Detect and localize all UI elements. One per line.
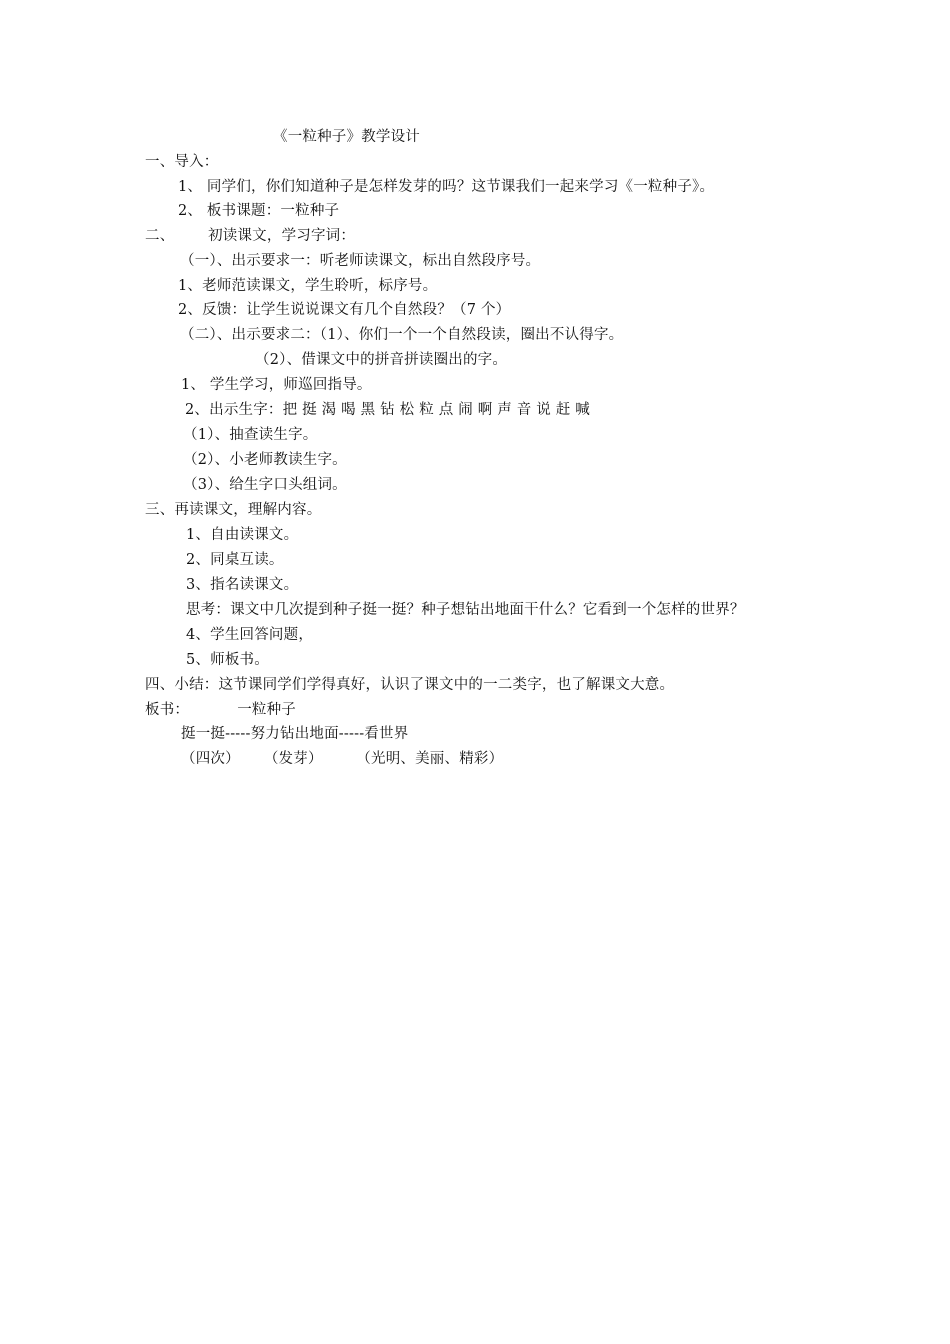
section-heading: 二、 初读课文，学习字词： [145, 228, 356, 244]
section-heading: 四、小结：这节课同学们学得真好，认识了课文中的一二类字，也了解课文大意。 [145, 677, 675, 693]
section-heading: 一、导入： [145, 154, 219, 170]
paragraph-line: （2）、借课文中的拼音拼读圈出的字。 [255, 352, 508, 368]
paragraph-line: 2、出示生字：把 挺 渴 喝 黑 钻 松 粒 点 闹 啊 声 音 说 赶 喊 [185, 402, 590, 418]
paragraph-line: 4、学生回答问题， [186, 627, 314, 643]
document-title: 《一粒种子》教学设计 [273, 129, 420, 145]
paragraph-line: 2、同桌互读。 [186, 552, 284, 568]
paragraph-line: 1、自由读课文。 [186, 527, 299, 543]
paragraph-line: 1、 学生学习，师巡回指导。 [181, 377, 372, 393]
section-heading: 三、再读课文，理解内容。 [145, 502, 322, 518]
board-heading: 板书： 一粒种子 [145, 702, 296, 718]
paragraph-line: 2、 板书课题：一粒种子 [178, 203, 340, 219]
paragraph-line: （一）、出示要求一：听老师读课文，标出自然段序号。 [180, 253, 541, 269]
paragraph-line: 2、反馈：让学生说说课文有几个自然段？（7 个） [178, 302, 511, 318]
paragraph-line: 1、 同学们，你们知道种子是怎样发芽的吗？这节课我们一起来学习《一粒种子》。 [178, 179, 715, 195]
board-line: （四次） （发芽） （光明、美丽、精彩） [181, 751, 504, 767]
paragraph-line: （1）、抽查读生字。 [183, 427, 318, 443]
paragraph-line: 思考：课文中几次提到种子挺一挺？种子想钻出地面干什么？它看到一个怎样的世界？ [186, 602, 745, 618]
paragraph-line: 1、老师范读课文，学生聆听，标序号。 [178, 278, 438, 294]
paragraph-line: （2）、小老师教读生字。 [183, 452, 347, 468]
paragraph-line: 5、师板书。 [186, 652, 269, 668]
paragraph-line: 3、指名读课文。 [186, 577, 299, 593]
paragraph-line: （3）、给生字口头组词。 [183, 477, 347, 493]
board-line: 挺一挺-----努力钻出地面-----看世界 [181, 726, 409, 742]
paragraph-line: （二）、出示要求二：（1）、你们一个一个自然段读，圈出不认得字。 [180, 327, 624, 343]
